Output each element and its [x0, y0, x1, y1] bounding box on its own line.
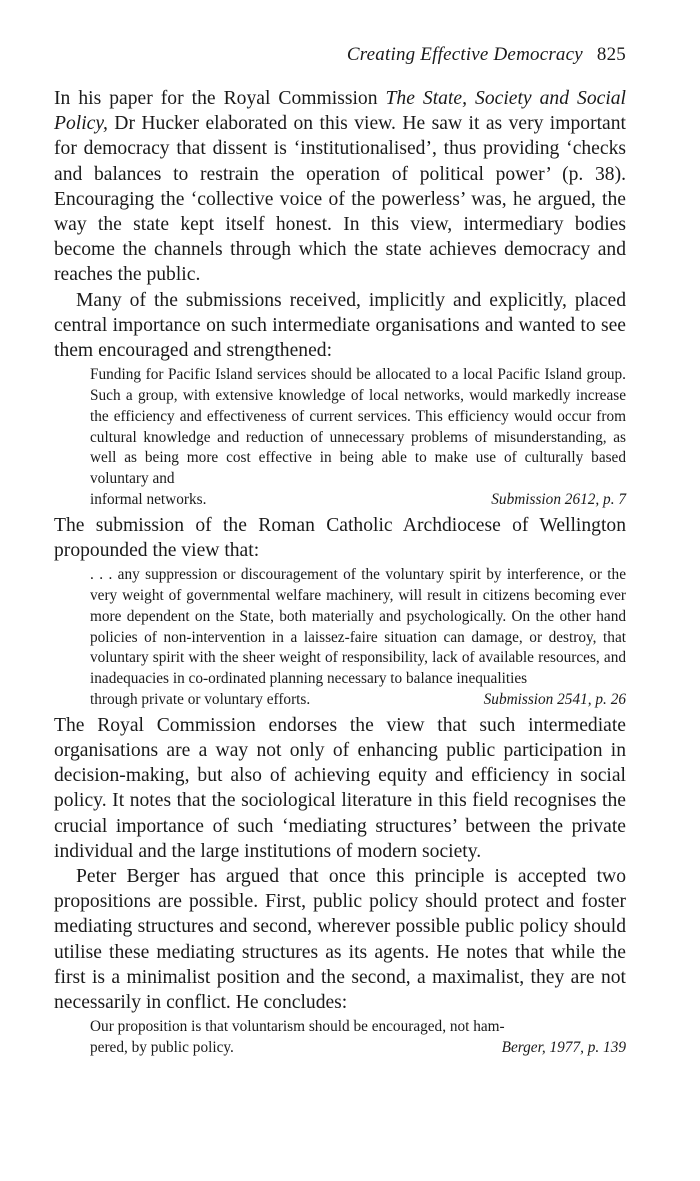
block-quote-1-last: informal networks.	[90, 491, 207, 509]
cited-title: The State, Society and Social Policy,	[54, 88, 627, 135]
block-quote-1-text: Funding for Pacific Island services should be allocated to a local Pacific Island group. Such a group, with extensive knowledge of local networks, would markedly increase the efficiency and effectiveness of current services. This efficiency would occur from cultural knowledge and reduction of unnecessary problems of misunderstanding, as well as being more cost effective in being able to make use of culturally based voluntary and	[90, 366, 626, 488]
block-quote-2-text: . . . any suppression or discouragement of the voluntary spirit by interference, or the very weight of governmental welfare machinery, will result in citizens becoming ever more dependent on the State, both materially and psychologically. On the other hand policies of non-intervention in a laissez-faire situation can damage, or destroy, that voluntary spirit with the sheer weight of responsibility, lack of available resources, and inadequacies in co-ordinated planning necessary to balance inequalities	[90, 566, 626, 688]
block-quote-1	[90, 365, 626, 511]
block-quote-2-last-line	[90, 690, 626, 711]
block-quote-1-citation: Submission 2612, p. 7	[491, 491, 626, 509]
paragraph-4: The Royal Commission endorses the view that such intermediate organisations are a way not only of enhancing public participation in decision-making, but also of achieving equity and efficiency in social policy. It notes that the sociological literature in this field recognises the crucial importance of such ‘mediating structures’ between the private individual and the large institutions of modern society.	[54, 714, 626, 862]
block-quote-2-last: through private or voluntary efforts.	[90, 691, 311, 708]
page-number: 825	[596, 44, 626, 65]
paragraph-2: Many of the submissions received, implicitly and explicitly, placed central importance on such intermediate organisations and wanted to see them encouraged and strengthened:	[54, 289, 626, 362]
running-title: Creating Effective Democracy	[346, 44, 583, 65]
block-quote-2	[90, 565, 626, 711]
paragraph-5: Peter Berger has argued that once this principle is accepted two propositions are possible. First, public policy should protect and foster mediating structures and second, wherever possible public policy should utilise these mediating structures as its agents. He notes that while the first is a minimalist position and the second, a maximalist, they are not necessarily in conflict. He concludes:	[54, 866, 626, 1014]
page-body	[54, 86, 626, 1061]
block-quote-1-last-line	[90, 490, 626, 511]
block-quote-3	[90, 1017, 626, 1059]
paragraph-1	[54, 86, 626, 288]
block-quote-3-last: pered, by public policy.	[90, 1039, 234, 1057]
running-header	[347, 44, 626, 66]
paragraph-1-text-a: In his paper for the Royal Commission	[54, 88, 386, 109]
block-quote-2-citation: Submission 2541, p. 26	[483, 691, 626, 708]
block-quote-3-text: Our proposition is that voluntarism should be encouraged, not ham-	[90, 1018, 505, 1036]
paragraph-1-text-b: Dr Hucker elaborated on this view. He saw it as very important for democracy that dissent is ‘institutionalised’, thus providing ‘checks and balances to restrain the operation of political power’ (p. 38). Encouraging the ‘collective voice of the powerless’ was, he argued, the way the state kept itself honest. In this view, intermediary bodies become the channels through which the state achieves democracy and reaches the public.	[54, 113, 626, 286]
block-quote-3-last-line	[90, 1038, 626, 1059]
paragraph-3: The submission of the Roman Catholic Archdiocese of Wellington propounded the view that:	[54, 514, 626, 562]
block-quote-3-citation: Berger, 1977, p. 139	[501, 1039, 626, 1057]
